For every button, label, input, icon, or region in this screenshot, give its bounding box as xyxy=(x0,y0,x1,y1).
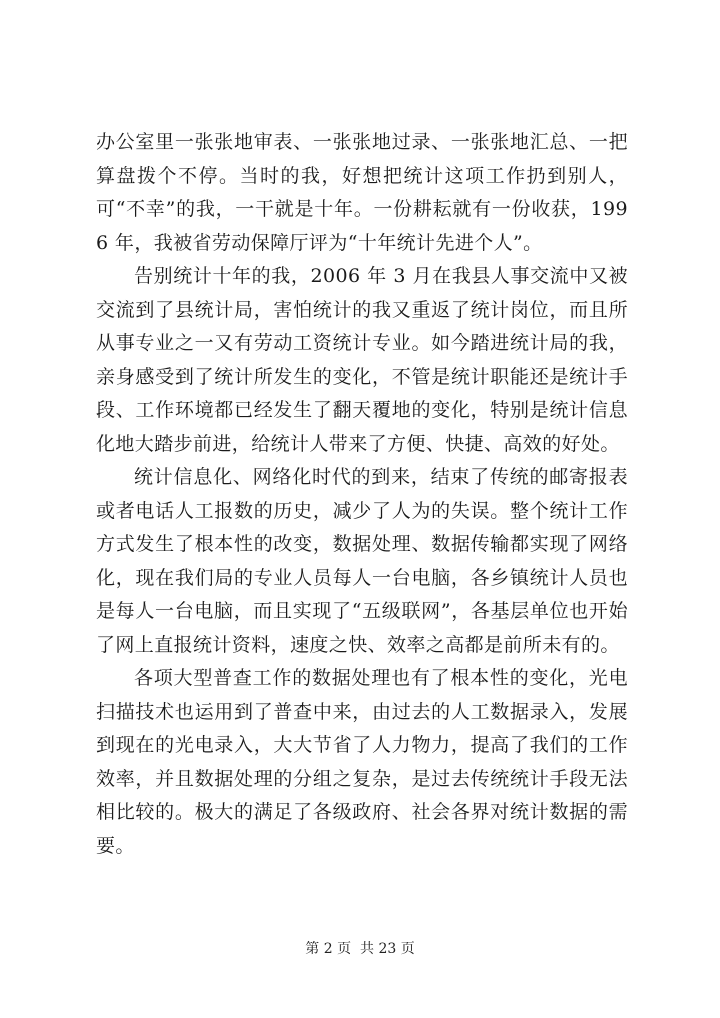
paragraph-2: 告别统计十年的我，2006 年 3 月在我县人事交流中又被交流到了县统计局，害怕统计的我又重返了统计岗位，而且所从事专业之一又有劳动工资统计专业。如今踏进统计局的我，亲身感受到了统计所发生的变化，不管是统计职能还是统计手段、工作环境都已经发生了翻天覆地的变化，特别是统计信息化地大踏步前进，给统计人带来了方便、快捷、高效的好处。 xyxy=(96,265,628,455)
paragraph-1: 办公室里一张张地审表、一张张地过录、一张张地汇总、一把算盘拨个不停。当时的我，好想把统计这项工作扔到别人，可“不幸”的我，一干就是十年。一份耕耘就有一份收获，1996 年，我被省劳动保障厅评为“十年统计先进个人”。 xyxy=(96,131,628,254)
document-body xyxy=(96,126,628,863)
page-number-label: 第 2 页 共 23 页 xyxy=(305,941,415,957)
page-footer xyxy=(0,938,720,958)
paragraph-3: 统计信息化、网络化时代的到来，结束了传统的邮寄报表或者电话人工报数的历史，减少了人为的失误。整个统计工作方式发生了根本性的改变，数据处理、数据传输都实现了网络化，现在我们局的专业人员每人一台电脑，各乡镇统计人员也是每人一台电脑，而且实现了“五级联网”，各基层单位也开始了网上直报统计资料，速度之快、效率之高都是前所未有的。 xyxy=(96,466,628,656)
paragraph-4: 各项大型普查工作的数据处理也有了根本性的变化，光电扫描技术也运用到了普查中来，由过去的人工数据录入，发展到现在的光电录入，大大节省了人力物力，提高了我们的工作效率，并且数据处理的分组之复杂，是过去传统统计手段无法相比较的。极大的满足了各级政府、社会各界对统计数据的需要。 xyxy=(96,667,628,857)
